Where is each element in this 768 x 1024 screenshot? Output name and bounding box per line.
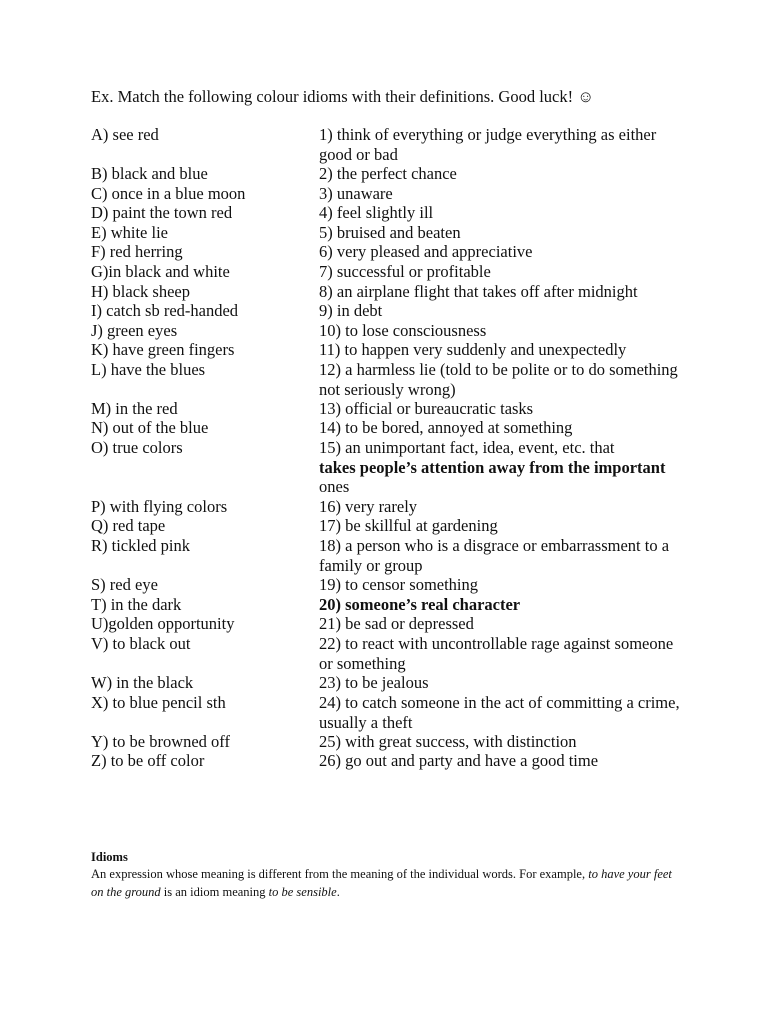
- idiom-c: C) once in a blue moon: [91, 184, 246, 203]
- idiom-g: G)in black and white: [91, 262, 230, 281]
- idiom-l: L) have the blues: [91, 360, 206, 379]
- idiom-f: F) red herring: [91, 242, 183, 261]
- definition-24: 24) to catch someone in the act of committing a crime, usually a theft: [319, 693, 680, 732]
- idiom-b: B) black and blue: [91, 164, 208, 183]
- definition-6: 6) very pleased and appreciative: [319, 242, 533, 261]
- idiom-k: K) have green fingers: [91, 340, 235, 359]
- definition-21: 21) be sad or depressed: [319, 614, 474, 633]
- idiom-a: A) see red: [91, 125, 159, 144]
- definition-14: 14) to be bored, annoyed at something: [319, 418, 573, 437]
- note-body: [91, 865, 681, 901]
- definition-26: 26) go out and party and have a good time: [319, 751, 599, 770]
- idiom-z: Z) to be off color: [91, 751, 205, 770]
- definition-5: 5) bruised and beaten: [319, 223, 461, 242]
- idiom-e: E) white lie: [91, 223, 168, 242]
- note-text-3: .: [336, 885, 340, 899]
- idiom-j: J) green eyes: [91, 321, 178, 340]
- idiom-n: N) out of the blue: [91, 418, 209, 437]
- definition-8: 8) an airplane flight that takes off after midnight: [319, 282, 638, 301]
- idiom-s: S) red eye: [91, 575, 158, 594]
- idiom-r: R) tickled pink: [91, 536, 190, 555]
- idiom-d: D) paint the town red: [91, 203, 233, 222]
- idiom-p: P) with flying colors: [91, 497, 228, 516]
- idiom-y: Y) to be browned off: [91, 732, 230, 751]
- definition-23: 23) to be jealous: [319, 673, 429, 692]
- note-text-2: is an idiom meaning: [160, 885, 269, 899]
- definition-15: [319, 438, 689, 497]
- note-title: Idioms: [91, 850, 128, 864]
- idiom-m: M) in the red: [91, 399, 178, 418]
- definition-3: 3) unaware: [319, 184, 393, 203]
- definition-13: 13) official or bureaucratic tasks: [319, 399, 534, 418]
- definition-9: 9) in debt: [319, 301, 383, 320]
- idiom-x: X) to blue pencil sth: [91, 693, 226, 712]
- definition-25: 25) with great success, with distinction: [319, 732, 577, 751]
- note-example: to have your feet on the ground: [91, 867, 672, 899]
- definition-10: 10) to lose consciousness: [319, 321, 487, 340]
- definition-15-line-1: 15) an unimportant fact, idea, event, etc. that: [319, 438, 615, 457]
- definition-15-line-3: ones: [319, 477, 350, 496]
- idiom-o: O) true colors: [91, 438, 183, 457]
- idiom-u: U)golden opportunity: [91, 614, 235, 633]
- exercise-heading: Ex. Match the following colour idioms with their definitions. Good luck! ☺: [91, 87, 595, 106]
- note-meaning: to be sensible: [268, 885, 337, 899]
- definition-22: 22) to react with uncontrollable rage against someone or something: [319, 634, 674, 673]
- idiom-q: Q) red tape: [91, 516, 166, 535]
- definition-11: 11) to happen very suddenly and unexpectedly: [319, 340, 627, 359]
- definition-7: 7) successful or profitable: [319, 262, 491, 281]
- definition-20: 20) someone’s real character: [319, 595, 521, 614]
- definition-2: 2) the perfect chance: [319, 164, 457, 183]
- definition-15-line-2: takes people’s attention away from the important: [319, 457, 666, 477]
- note-text-1: An expression whose meaning is different from the meaning of the individual words. For example,: [91, 867, 589, 881]
- definition-19: 19) to censor something: [319, 575, 479, 594]
- definition-12: 12) a harmless lie (told to be polite or to do something not seriously wrong): [319, 360, 678, 399]
- idiom-h: H) black sheep: [91, 282, 190, 301]
- idiom-t: T) in the dark: [91, 595, 182, 614]
- idiom-v: V) to black out: [91, 634, 191, 653]
- definition-1: 1) think of everything or judge everything as either good or bad: [319, 125, 657, 164]
- idiom-w: W) in the black: [91, 673, 194, 692]
- definition-17: 17) be skillful at gardening: [319, 516, 498, 535]
- idiom-i: I) catch sb red-handed: [91, 301, 239, 320]
- definition-16: 16) very rarely: [319, 497, 418, 516]
- definition-4: 4) feel slightly ill: [319, 203, 434, 222]
- definition-18: 18) a person who is a disgrace or embarrassment to a family or group: [319, 536, 670, 575]
